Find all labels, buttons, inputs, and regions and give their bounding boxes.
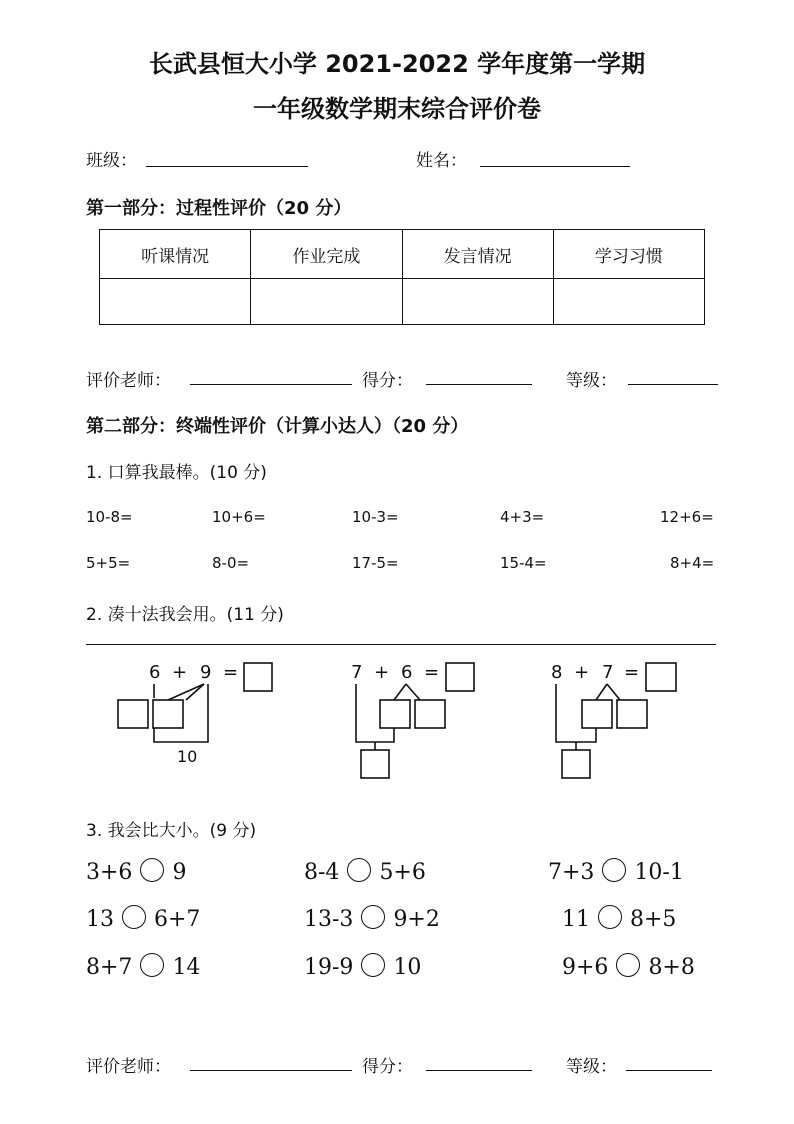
col-speaking: 发言情况	[402, 230, 553, 279]
compare-2-2	[304, 905, 440, 932]
compare-left: 3+6	[86, 860, 133, 885]
compare-circle[interactable]	[598, 905, 622, 929]
compare-3-3	[562, 953, 695, 980]
p1-a: 6	[149, 662, 161, 683]
compare-left: 7+3	[548, 860, 595, 885]
expr-2-4: 15-4=	[500, 554, 547, 572]
compare-2-1	[86, 905, 200, 932]
p3-bracket	[556, 684, 596, 742]
grade-label-2: 等级：	[566, 1057, 617, 1077]
p3-box-ten[interactable]	[562, 750, 590, 778]
page-subtitle: 一年级数学期末综合评价卷	[253, 95, 541, 123]
compare-3-2	[304, 953, 421, 980]
compare-right: 10-1	[634, 860, 684, 885]
p1-bracket	[154, 684, 208, 742]
compare-circle[interactable]	[602, 858, 626, 882]
compare-left: 11	[562, 907, 590, 932]
expr-1-3: 10-3=	[352, 508, 399, 526]
p2-a: 7	[351, 662, 363, 683]
expr-2-5: 8+4=	[670, 554, 715, 572]
compare-circle[interactable]	[140, 858, 164, 882]
grade-label: 等级：	[566, 371, 617, 391]
p3-split-right	[607, 684, 620, 700]
class-label: 班级：	[86, 151, 137, 171]
p1-ten: 10	[177, 747, 198, 766]
compare-left: 19-9	[304, 955, 354, 980]
col-homework: 作业完成	[251, 230, 402, 279]
teacher-field-2[interactable]	[190, 1070, 352, 1071]
p1-box-left[interactable]	[118, 700, 148, 728]
p2-box-right[interactable]	[415, 700, 445, 728]
compare-3-1	[86, 953, 200, 980]
compare-right: 10	[393, 955, 422, 980]
compare-circle[interactable]	[616, 953, 640, 977]
p1-split-right	[168, 684, 204, 700]
p2-bracket	[356, 684, 394, 742]
score-label: 得分：	[362, 371, 413, 391]
compare-circle[interactable]	[140, 953, 164, 977]
teacher-label-2: 评价老师：	[86, 1057, 171, 1077]
expr-2-1: 5+5=	[86, 554, 131, 572]
compare-2-3	[562, 905, 676, 932]
q3-title: 3. 我会比大小。(9 分)	[86, 821, 257, 841]
p3-op: +	[574, 662, 590, 683]
compare-right: 5+6	[379, 860, 426, 885]
expr-1-4: 4+3=	[500, 508, 545, 526]
compare-left: 8-4	[304, 860, 340, 885]
score-label-2: 得分：	[362, 1057, 413, 1077]
p1-eq: =	[223, 662, 239, 683]
p3-answer-box[interactable]	[646, 663, 676, 691]
compare-right: 9	[172, 860, 187, 885]
expr-2-3: 17-5=	[352, 554, 399, 572]
p1-op: +	[172, 662, 188, 683]
compare-circle[interactable]	[361, 905, 385, 929]
p2-b: 6	[401, 662, 413, 683]
p3-a: 8	[551, 662, 563, 683]
compare-left: 13-3	[304, 907, 354, 932]
compare-1-2	[304, 858, 426, 885]
compare-right: 8+8	[648, 955, 695, 980]
col-listening: 听课情况	[100, 230, 251, 279]
p3-b: 7	[602, 662, 614, 683]
p2-answer-box[interactable]	[446, 663, 474, 691]
p3-box-left[interactable]	[582, 700, 612, 728]
compare-left: 9+6	[562, 955, 609, 980]
p1-answer-box[interactable]	[244, 663, 272, 691]
p1-split-left	[186, 684, 204, 700]
p1-box-right[interactable]	[153, 700, 183, 728]
part2-heading: 第二部分：终端性评价（计算小达人）（20 分）	[86, 416, 469, 437]
compare-1-3	[548, 858, 684, 885]
compare-1-1	[86, 858, 186, 885]
p3-split-left	[596, 684, 607, 700]
expr-1-1: 10-8=	[86, 508, 133, 526]
part1-heading: 第一部分：过程性评价（20 分）	[86, 198, 352, 219]
p2-split-right	[406, 684, 420, 700]
p2-eq: =	[424, 662, 440, 683]
p3-eq: =	[624, 662, 640, 683]
compare-right: 6+7	[154, 907, 201, 932]
p2-box-left[interactable]	[380, 700, 410, 728]
p3-box-right[interactable]	[617, 700, 647, 728]
name-label: 姓名：	[416, 151, 467, 171]
q2-title: 2. 凑十法我会用。(11 分)	[86, 605, 284, 625]
compare-right: 14	[172, 955, 201, 980]
compare-left: 8+7	[86, 955, 133, 980]
score-field-2[interactable]	[426, 1070, 532, 1071]
expr-2-2: 8-0=	[212, 554, 250, 572]
teacher-label: 评价老师：	[86, 371, 171, 391]
compare-right: 9+2	[393, 907, 440, 932]
col-habits: 学习习惯	[553, 230, 704, 279]
compare-circle[interactable]	[122, 905, 146, 929]
p1-b: 9	[200, 662, 212, 683]
page-title: 长武县恒大小学 2021-2022 学年度第一学期	[148, 50, 646, 78]
compare-circle[interactable]	[347, 858, 371, 882]
grade-field-2[interactable]	[626, 1070, 712, 1071]
compare-circle[interactable]	[361, 953, 385, 977]
p2-split-left	[394, 684, 406, 700]
compare-left: 13	[86, 907, 114, 932]
expr-1-2: 10+6=	[212, 508, 266, 526]
expr-1-5: 12+6=	[660, 508, 714, 526]
p2-op: +	[374, 662, 390, 683]
p2-box-ten[interactable]	[361, 750, 389, 778]
q1-title: 1. 口算我最棒。(10 分)	[86, 463, 267, 483]
compare-right: 8+5	[630, 907, 677, 932]
